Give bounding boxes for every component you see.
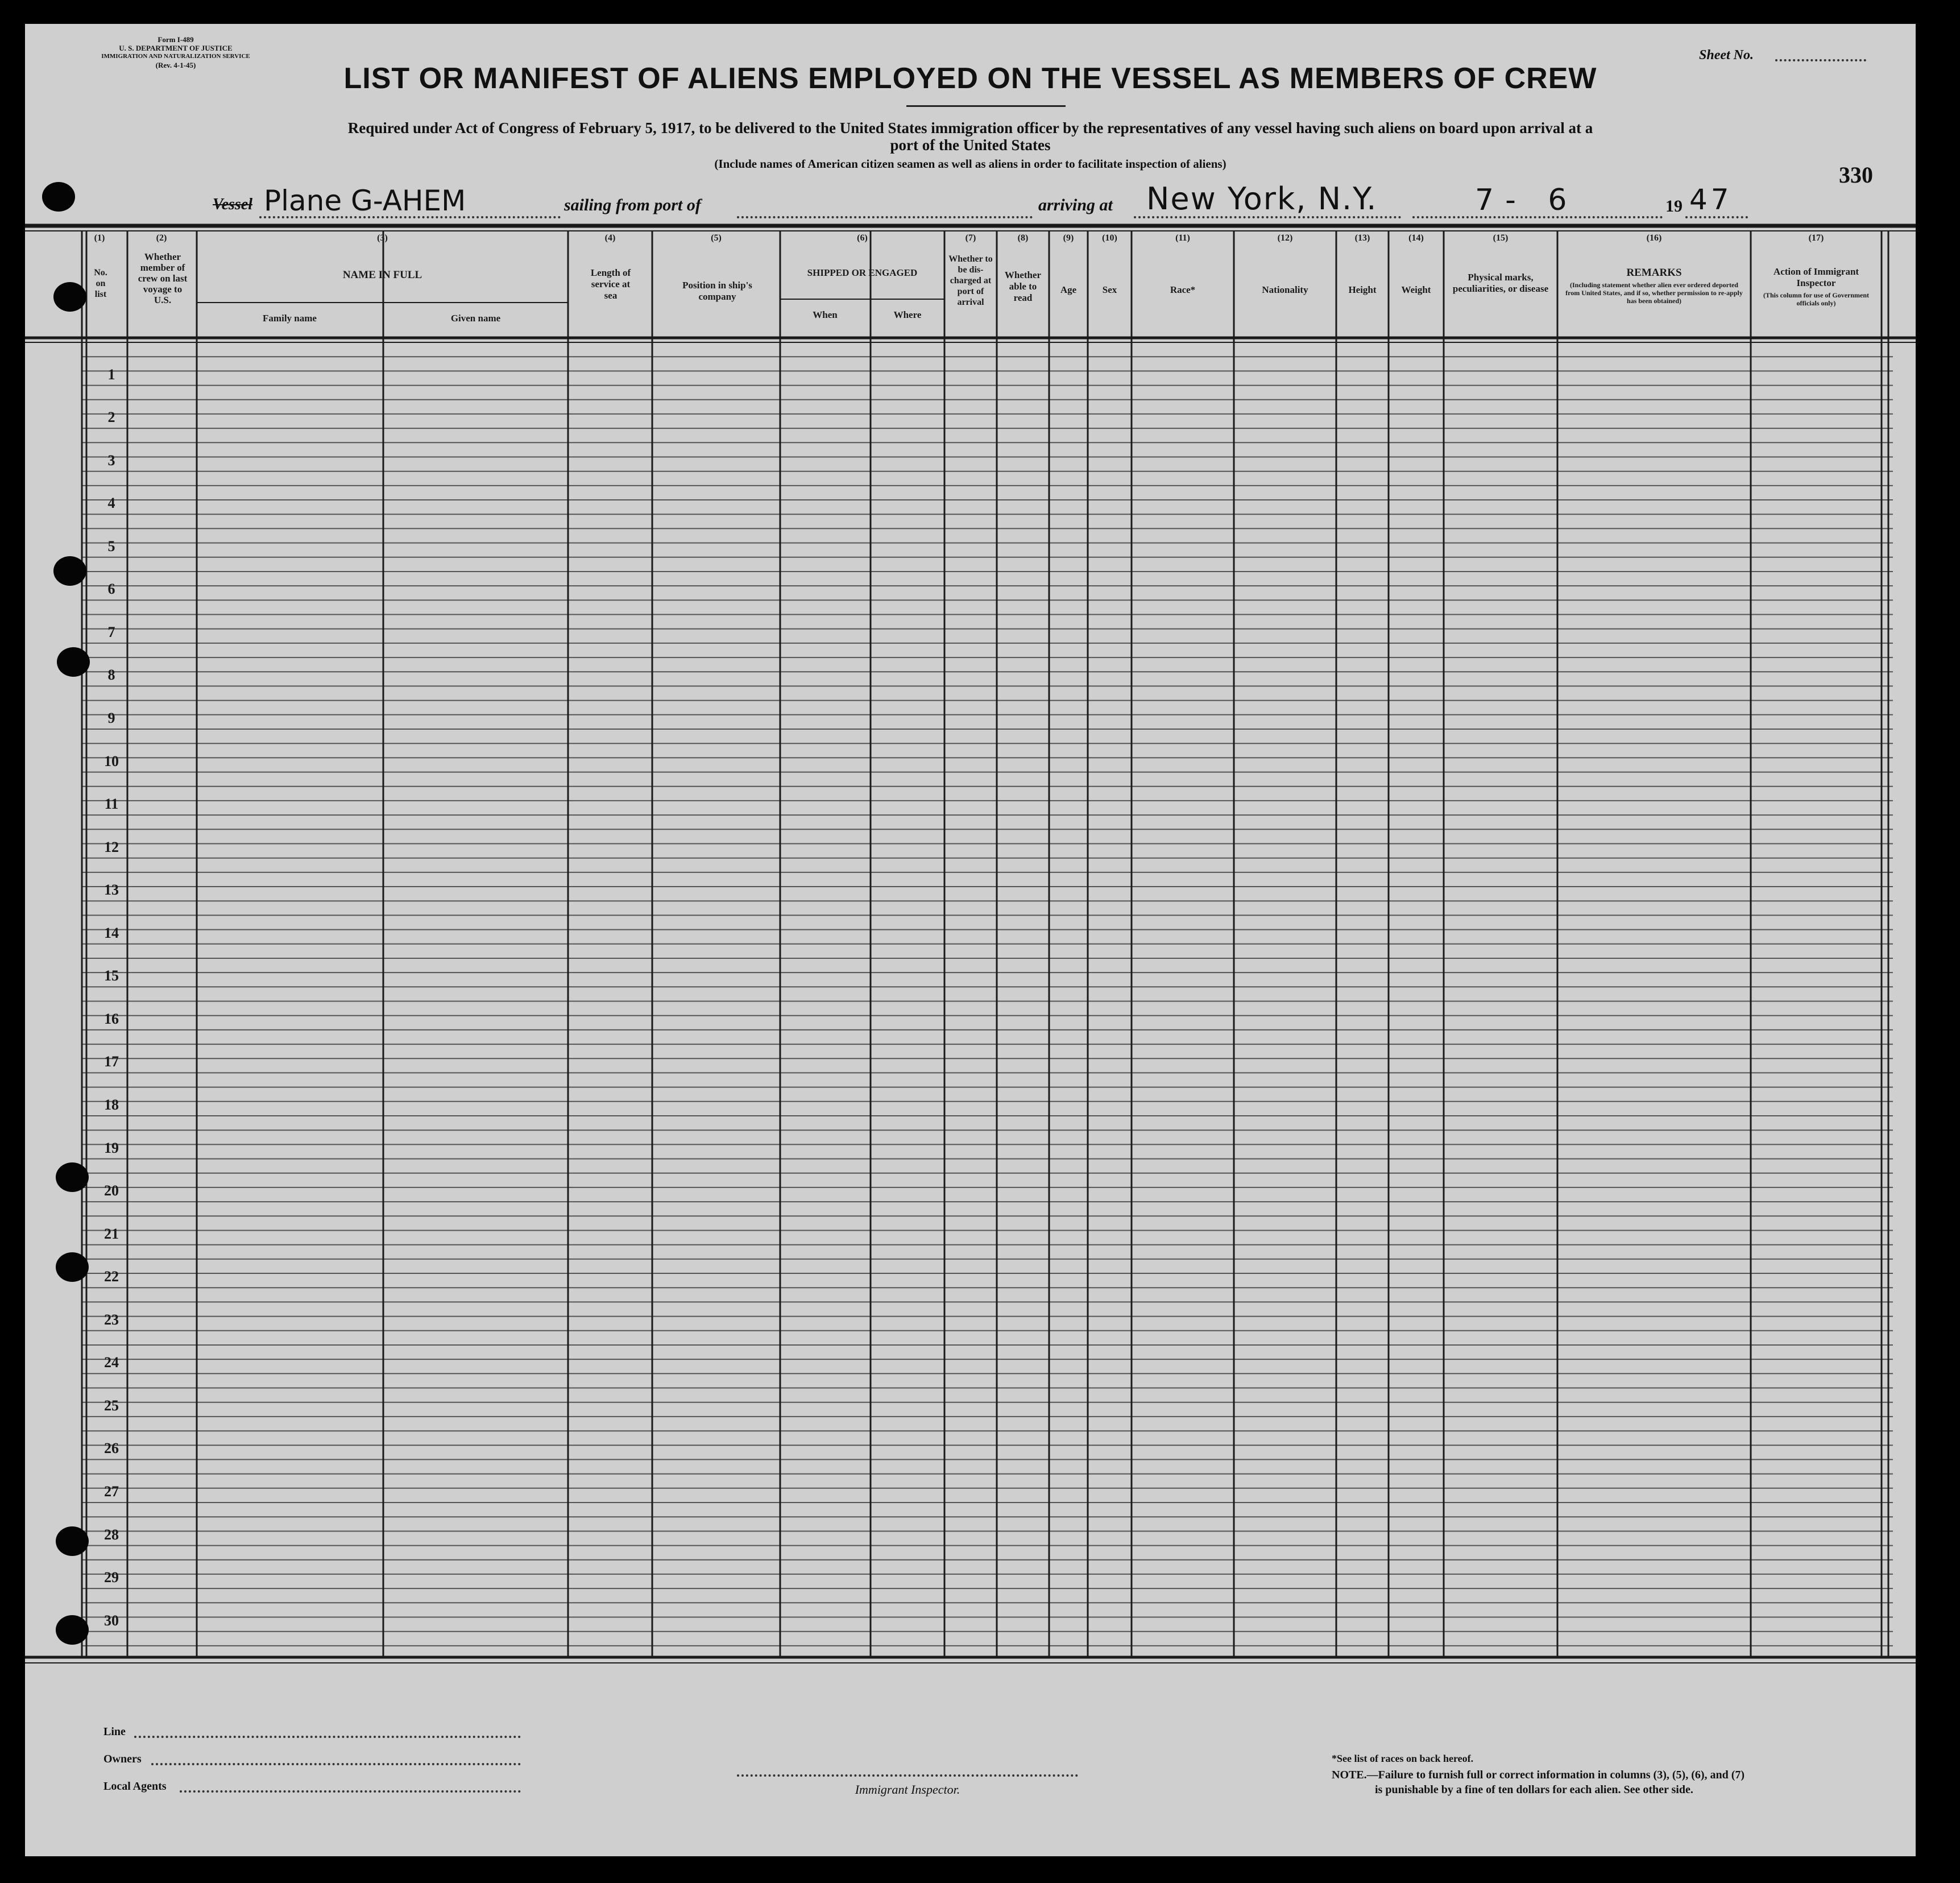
row-number: 13 xyxy=(104,882,119,899)
form-number: Form I-489 xyxy=(158,35,194,44)
immigrant-inspector-label: Immigrant Inspector. xyxy=(855,1782,960,1797)
row-number: 30 xyxy=(104,1612,119,1629)
arrival-date-value[interactable]: 7- 6 xyxy=(1475,183,1578,217)
row-number: 7 xyxy=(107,623,115,640)
row-number: 2 xyxy=(107,409,115,426)
binder-hole-5 xyxy=(56,1162,89,1192)
row-number: 17 xyxy=(104,1053,119,1070)
col-nationality: Nationality xyxy=(1262,284,1308,295)
sheet-number-label: Sheet No. xyxy=(1699,48,1754,63)
col-where: Where xyxy=(893,309,922,320)
col-family-name: Family name xyxy=(263,313,317,324)
row-number: 24 xyxy=(104,1354,119,1371)
row-number: 8 xyxy=(107,667,115,684)
col-race: Race* xyxy=(1170,284,1196,295)
col-5-num: (5) xyxy=(711,233,722,243)
row-number: 23 xyxy=(104,1311,119,1328)
binder-hole-7 xyxy=(56,1526,89,1556)
local-agents-field[interactable] xyxy=(180,1790,521,1793)
page-title: LIST OR MANIFEST OF ALIENS EMPLOYED ON THE VESSEL AS MEMBERS OF CREW xyxy=(343,62,1597,95)
col-shipped-or-engaged: SHIPPED OR ENGAGED xyxy=(807,267,918,278)
col-11-num: (11) xyxy=(1175,233,1190,243)
col-8-num: (8) xyxy=(1017,233,1029,243)
binder-hole-8 xyxy=(56,1615,89,1645)
col-when: When xyxy=(813,309,838,320)
col-14-num: (14) xyxy=(1408,233,1424,243)
row-number: 16 xyxy=(104,1010,119,1027)
row-number: 11 xyxy=(104,796,119,813)
col-weight: Weight xyxy=(1401,284,1431,295)
binder-hole-2 xyxy=(53,282,86,312)
row-number: 20 xyxy=(104,1182,119,1199)
subtitle-line-1: Required under Act of Congress of February 5, 1917, to be delivered to the United States immigration officer by the representatives of any vessel having such aliens on board upon arrival at a xyxy=(347,119,1593,136)
col-remarks-note: (Including statement whether alien ever ordered deported from United States, and if so, whether permission to re-apply has been obtained) xyxy=(1565,281,1743,305)
binder-hole-6 xyxy=(56,1252,89,1282)
col-3-num: (3) xyxy=(377,233,388,243)
year-prefix: 19 xyxy=(1665,197,1683,216)
arriving-label: arriving at xyxy=(1038,196,1113,214)
col-6-num: (6) xyxy=(857,233,868,243)
row-number: 12 xyxy=(104,838,119,855)
col-age: Age xyxy=(1060,284,1077,295)
vessel-name-value[interactable]: Plane G-AHEM xyxy=(264,184,466,217)
row-number: 29 xyxy=(104,1569,119,1586)
local-agents-label: Local Agents xyxy=(103,1780,167,1793)
subtitle-line-2: port of the United States xyxy=(890,136,1051,154)
manifest-sheet xyxy=(25,24,1916,1856)
year-value[interactable]: 47 xyxy=(1689,183,1733,216)
row-number: 1 xyxy=(107,366,115,383)
row-number: 5 xyxy=(107,537,115,554)
stamp-number: 330 xyxy=(1839,162,1873,188)
line-label: Line xyxy=(103,1725,126,1738)
binder-hole-1 xyxy=(42,182,75,212)
col-17-num: (17) xyxy=(1808,233,1824,243)
row-number: 6 xyxy=(107,581,115,598)
row-number: 10 xyxy=(104,752,119,769)
col-10-num: (10) xyxy=(1102,233,1117,243)
owners-label: Owners xyxy=(103,1753,142,1765)
include-note: (Include names of American citizen seamen as well as aliens in order to facilitate inspection of aliens) xyxy=(714,157,1226,171)
col-12-num: (12) xyxy=(1277,233,1293,243)
inspector-signature-field[interactable] xyxy=(737,1774,1078,1777)
col-able-to-read: Whether able to read xyxy=(1004,270,1042,303)
col-position: Position in ship's company xyxy=(682,280,752,302)
col-4-num: (4) xyxy=(604,233,616,243)
row-number: 18 xyxy=(104,1096,119,1113)
penalty-note-line-2: is punishable by a fine of ten dollars for each alien. See other side. xyxy=(1375,1783,1693,1796)
row-number: 4 xyxy=(107,495,115,512)
col-13-num: (13) xyxy=(1354,233,1370,243)
col-height: Height xyxy=(1348,284,1377,295)
col-length-of-service: Length of service at sea xyxy=(590,267,631,301)
row-number: 28 xyxy=(104,1526,119,1543)
service-name: IMMIGRATION AND NATURALIZATION SERVICE xyxy=(101,53,250,60)
row-number: 19 xyxy=(104,1139,119,1156)
row-number: 14 xyxy=(104,924,119,941)
line-field[interactable] xyxy=(134,1736,521,1738)
col-inspector-note: (This column for use of Government officials only) xyxy=(1763,291,1870,307)
col-15-num: (15) xyxy=(1493,233,1509,243)
row-number: 27 xyxy=(104,1483,119,1500)
col-discharged: Whether to be dis-charged at port of arrival xyxy=(948,254,993,307)
arriving-port-value[interactable]: New York, N.Y. xyxy=(1146,181,1378,217)
races-note: *See list of races on back hereof. xyxy=(1332,1753,1474,1764)
col-2-num: (2) xyxy=(156,233,167,243)
col-name-in-full: NAME IN FULL xyxy=(342,269,422,281)
col-inspector-action: Action of Immigrant Inspector xyxy=(1773,266,1859,288)
col-member-last-voyage: Whether member of crew on last voyage to U.S. xyxy=(138,251,188,305)
col-7-num: (7) xyxy=(965,233,976,243)
sailing-label: sailing from port of xyxy=(564,196,701,214)
row-number: 25 xyxy=(104,1397,119,1414)
col-1-num: (1) xyxy=(94,233,105,243)
col-16-num: (16) xyxy=(1646,233,1662,243)
col-sex: Sex xyxy=(1102,284,1117,295)
row-number: 3 xyxy=(107,452,115,469)
penalty-note-line-1: NOTE.—Failure to furnish full or correct information in columns (3), (5), (6), and (7) xyxy=(1332,1769,1745,1781)
department-name: U. S. DEPARTMENT OF JUSTICE xyxy=(119,44,233,52)
row-number: 21 xyxy=(104,1225,119,1242)
form-revision: (Rev. 4-1-45) xyxy=(155,61,196,69)
vessel-label: Vessel xyxy=(213,196,252,213)
binder-hole-3 xyxy=(53,556,86,586)
row-number: 26 xyxy=(104,1440,119,1457)
col-physical-marks: Physical marks, peculiarities, or disease xyxy=(1452,272,1549,294)
col-9-num: (9) xyxy=(1063,233,1074,243)
owners-field[interactable] xyxy=(151,1763,521,1765)
col-remarks: REMARKS xyxy=(1626,267,1682,279)
row-number: 9 xyxy=(107,710,115,726)
col-given-name: Given name xyxy=(450,313,501,324)
col-no-on-list: No. on list xyxy=(94,268,107,299)
binder-hole-4 xyxy=(57,647,90,677)
row-number: 22 xyxy=(104,1268,119,1285)
row-number: 15 xyxy=(104,967,119,984)
